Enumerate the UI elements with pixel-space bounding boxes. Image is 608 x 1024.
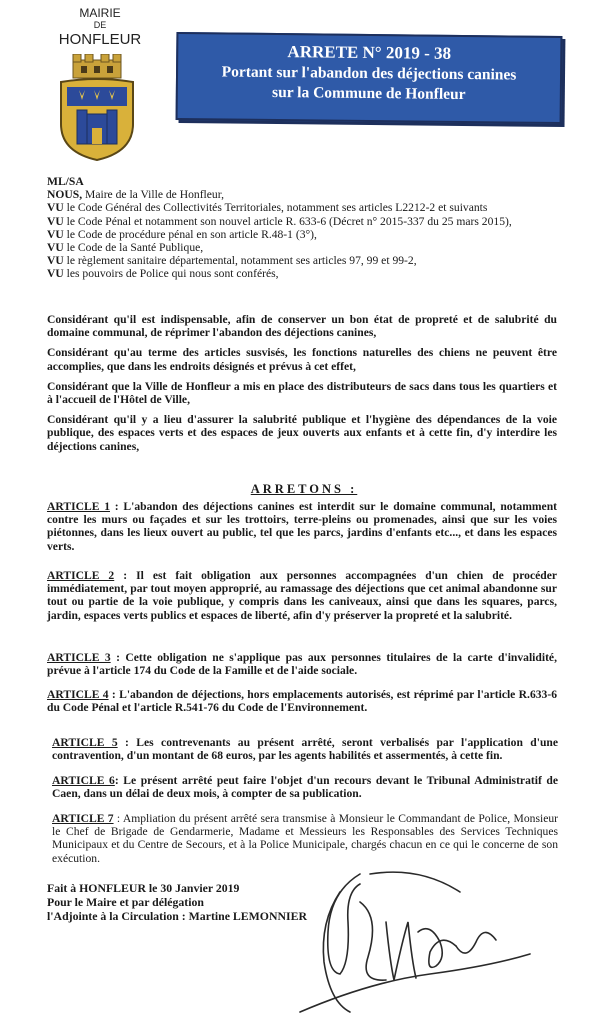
decree-subject-line2: sur la Commune de Honfleur — [272, 83, 466, 104]
nous-line: NOUS, Maire de la Ville de Honfleur, — [47, 188, 225, 202]
article-2: ARTICLE 2 : Il est fait obligation aux personnes accompagnées d'un chien de procéder immédiatement, par tout moyen approprié, au ramassage des déjections que cet animal abandonne sur tout ou partie de la voie publique, y compris dans les caniveaux, ainsi que dans les squares, parcs, jardin, espaces verts publics et espaces de liberté, afin d'y préserver la propreté et la salubrité. — [47, 569, 558, 622]
considerant-paragraph: Considérant qu'au terme des articles susvisés, les fonctions naturelles des chiens ne peuvent être accomplies, que dans les endroits désignés et prévus à cet effet, — [47, 346, 557, 373]
article-label: ARTICLE 4 — [47, 688, 109, 701]
article-label: ARTICLE 1 — [47, 500, 110, 513]
article-1: ARTICLE 1 : L'abandon des déjections canines est interdit sur le domaine communal, notamment contre les murs ou façades et sur les trottoirs, terre-pleins ou promenades, ainsi que sur les voies piétonnes, dans les lieux ouvert au public, tel que les parcs, jardins d'enfants etc..., et dans les espaces verts. — [47, 500, 558, 553]
article-5: ARTICLE 5 : Les contrevenants au présent arrêté, seront verbalisés par l'application d'une contravention, d'un montant de 68 euros, par les agents habilités et assermentés, à cette fin. — [52, 736, 559, 763]
article-4: ARTICLE 4 : L'abandon de déjections, hors emplacements autorisés, est réprimé par l'article R.633-6 du Code Pénal et l'article R.541-76 du Code de l'Environnement. — [47, 688, 557, 715]
article-6: ARTICLE 6: Le présent arrêté peut faire l'objet d'un recours devant le Tribunal Administratif de Caen, dans un délai de deux mois, à compter de sa publication. — [52, 774, 558, 801]
vu-line: VU le règlement sanitaire départemental, notamment ses articles 97, 99 et 99-2, — [47, 254, 417, 268]
decree-subject-line1: Portant sur l'abandon des déjections canines — [221, 63, 517, 84]
considerant-paragraph: Considérant que la Ville de Honfleur a mis en place des distributeurs de sacs dans tous les quartiers et à l'accueil de l'Hôtel de Ville, — [47, 379, 557, 407]
article-3: ARTICLE 3 : Cette obligation ne s'applique pas aux personnes titulaires de la carte d'invalidité, prévue à l'article 174 du Code de la Famille et de l'aide sociale. — [47, 651, 557, 678]
considerants — [47, 313, 557, 460]
considerant-paragraph: Considérant qu'il y a lieu d'assurer la salubrité publique et l'hygiène des dépendances de la voie publique, des espaces verts et des espaces de jeux ouverts aux enfants et à cette fin, d'y interdire les déjections canines, — [47, 413, 557, 453]
mairie-label: MAIRIE — [79, 6, 121, 20]
arretons-heading: ARRETONS : — [250, 482, 358, 496]
considerant-paragraph: Considérant qu'il est indispensable, afin de conserver un bon état de propreté et de salubrité du domaine communal, de réprimer l'abandon des déjections canines, — [47, 313, 557, 340]
vu-line: VU le Code de la Santé Publique, — [47, 241, 204, 255]
article-label: ARTICLE 6 — [52, 774, 115, 787]
article-label: ARTICLE 7 — [52, 812, 114, 825]
vu-line: VU le Code Général des Collectivités Territoriales, notamment ses articles L2212-2 et suivants — [47, 201, 488, 215]
vu-line: VU le Code de procédure pénal en son article R.48-1 (3°), — [47, 227, 317, 241]
honfleur-coat-of-arms-icon — [55, 54, 139, 162]
article-label: ARTICLE 5 — [52, 736, 118, 749]
reference-code: ML/SA — [47, 175, 84, 188]
article-label: ARTICLE 2 — [47, 569, 115, 582]
mairie-header — [40, 6, 160, 49]
mairie-de-label: DE — [93, 20, 107, 30]
article-label: ARTICLE 3 — [47, 651, 111, 664]
mairie-town-label: HONFLEUR — [58, 31, 142, 48]
decree-title-box — [176, 32, 563, 124]
handwritten-signature-icon — [290, 862, 540, 1022]
vu-line: VU les pouvoirs de Police qui nous sont conférés, — [47, 267, 279, 281]
article-7: ARTICLE 7 : Ampliation du présent arrêté sera transmise à Monsieur le Commandant de Police, Monsieur le Chef de Brigade de Gendarmerie, Madame et Messieurs les Responsables des Services Techniques Municipaux et du Centre de Secours, et à la Police Municipale, chargés chacun en ce qui le concerne de son exécution. — [52, 812, 558, 865]
closing-signatory: l'Adjointe à la Circulation : Martine LEMONNIER — [47, 909, 307, 923]
preamble — [47, 175, 557, 281]
closing-date: Fait à HONFLEUR le 30 Janvier 2019 — [47, 881, 240, 895]
vu-line: VU le Code Pénal et notamment son nouvel article R. 633-6 (Décret n° 2015-337 du 25 mars 2015), — [47, 214, 512, 228]
decree-number: ARRETE N° 2019 - 38 — [287, 42, 452, 63]
closing-delegation: Pour le Maire et par délégation — [47, 895, 204, 909]
